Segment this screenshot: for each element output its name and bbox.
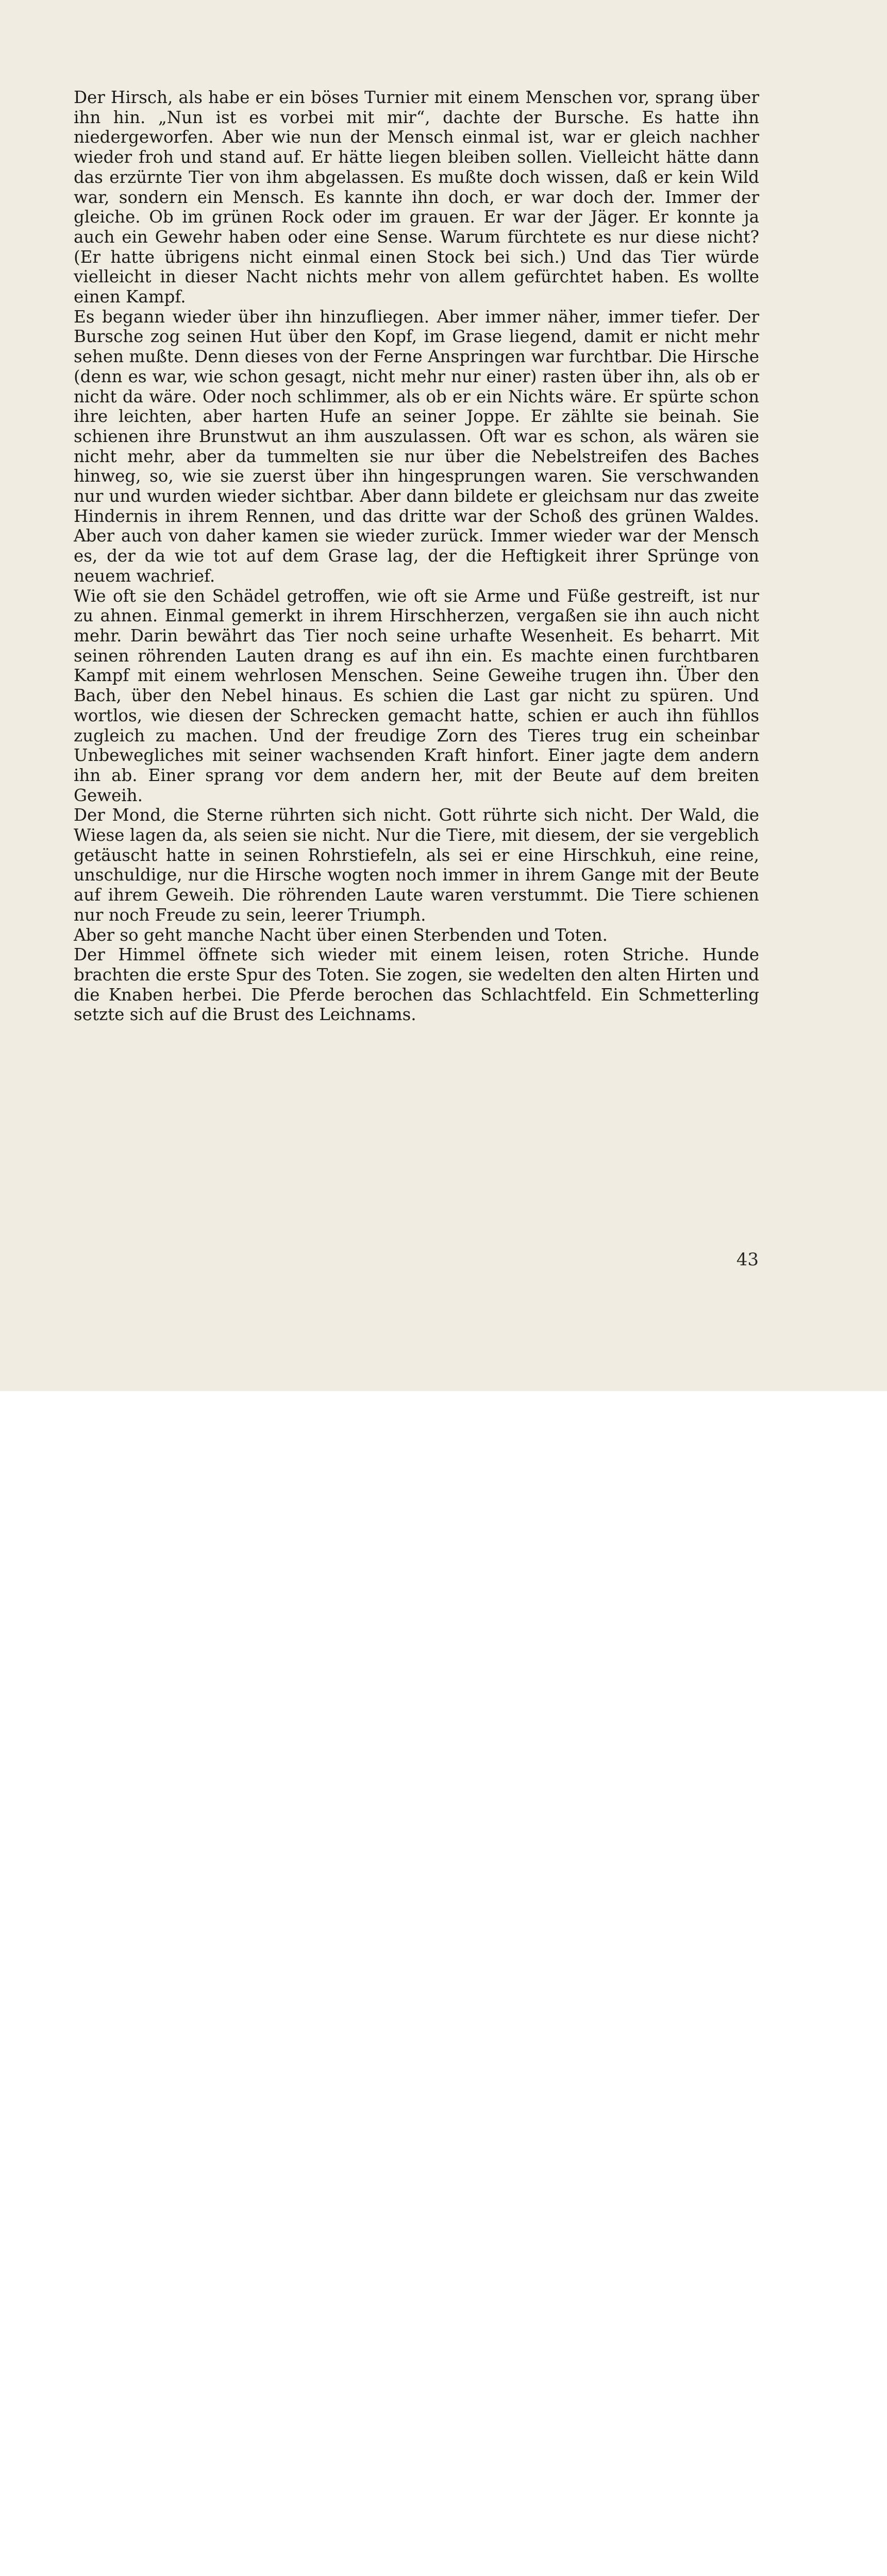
paragraph-6: Der Himmel öffnete sich wieder mit einem leisen, roten Striche. Hunde brachten die erste Spur des Toten. Sie zogen, sie wedelten den alten Hirten und die Knaben herbei. Die Pferde berochen das Schlachtfeld. Ein Schmetterling setzte sich auf die Brust des Leichnams. [74, 945, 759, 1025]
paragraph-5: Aber so geht manche Nacht über einen Sterbenden und Toten. [74, 925, 608, 945]
digitization-footer [0, 1391, 887, 1466]
paragraph-3: Wie oft sie den Schädel getroffen, wie oft sie Arme und Füße gestreift, ist nur zu ahnen. Einmal gemerkt in ihrem Hirschherzen, vergaßen sie ihn auch nicht mehr. Darin bewährt das Tier noch seine urhafte Wesenheit. Es beharrt. Mit seinen röhrenden Lauten drang es auf ihn ein. Es machte einen furchtbaren Kampf mit einem wehrlosen Menschen. Seine Geweihe trugen ihn. Über den Bach, über den Nebel hinaus. Es schien die Last gar nicht zu spüren. Und wortlos, wie diesen der Schrecken gemacht hatte, schien er auch ihn fühllos zugleich zu machen. Und der freudige Zorn des Tieres trug ein scheinbar Unbewegliches mit seiner wachsenden Kraft hinfort. Einer jagte dem andern ihn ab. Einer sprang vor dem andern her, mit der Beute auf dem breiten Geweih. [74, 586, 759, 805]
paragraph-1: Der Hirsch, als habe er ein böses Turnier mit einem Menschen vor, sprang über ihn hin. „Nun ist es vorbei mit mir“, dachte der Bursche. Es hatte ihn niedergeworfen. Aber wie nun der Mensch einmal ist, war er gleich nachher wieder froh und stand auf. Er hätte liegen bleiben sollen. Vielleicht hätte dann das erzürnte Tier von ihm abgelassen. Es mußte doch wissen, daß er kein Wild war, sondern ein Mensch. Es kannte ihn doch, er war doch der. Immer der gleiche. Ob im grünen Rock oder im grauen. Er war der Jäger. Er konnte ja auch ein Gewehr haben oder eine Sense. Warum fürchtete es nur diese nicht? (Er hatte übrigens nicht einmal einen Stock bei sich.) Und das Tier würde vielleicht in dieser Nacht nichts mehr von allem gefürchtet haben. Es wollte einen Kampf. [74, 88, 759, 307]
paragraph-4: Der Mond, die Sterne rührten sich nicht. Gott rührte sich nicht. Der Wald, die Wiese lagen da, als seien sie nicht. Nur die Tiere, mit diesem, der sie vergeblich getäuscht hatte in seinen Rohrstiefeln, als sei er eine Hirschkuh, eine reine, unschuldige, nur die Hirsche wogten noch immer in ihrem Gange mit der Beute auf ihrem Geweih. Die röhrenden Laute waren verstummt. Die Tiere schienen nur noch Freude zu sein, leerer Triumph. [74, 805, 759, 925]
paragraph-2: Es begann wieder über ihn hinzufliegen. Aber immer näher, immer tiefer. Der Bursche zog seinen Hut über den Kopf, im Grase liegend, damit er nicht mehr sehen mußte. Denn dieses von der Ferne Anspringen war furchtbar. Die Hirsche (denn es war, wie schon gesagt, nicht mehr nur einer) rasten über ihn, als ob er nicht da wäre. Oder noch schlimmer, als ob er ein Nichts wäre. Er spürte schon ihre leichten, aber harten Hufe an seiner Joppe. Er zählte sie beinah. Sie schienen ihre Brunstwut an ihm auszulassen. Oft war es schon, als wären sie nicht mehr, aber da tummelten sie nur über die Nebelstreifen des Baches hinweg, so, wie sie zuerst über ihn hingesprungen waren. Sie verschwanden nur und wurden wieder sichtbar. Aber dann bildete er gleichsam nur das zweite Hindernis in ihrem Rennen, und das dritte war der Schoß des grünen Waldes. Aber auch von daher kamen sie wieder zurück. Immer wieder war der Mensch es, der da wie tot auf dem Grase lag, der die Heftigkeit ihrer Sprünge von neuem wachrief. [74, 307, 759, 586]
body-text [74, 88, 759, 1025]
page-number: 43 [736, 1249, 759, 1270]
